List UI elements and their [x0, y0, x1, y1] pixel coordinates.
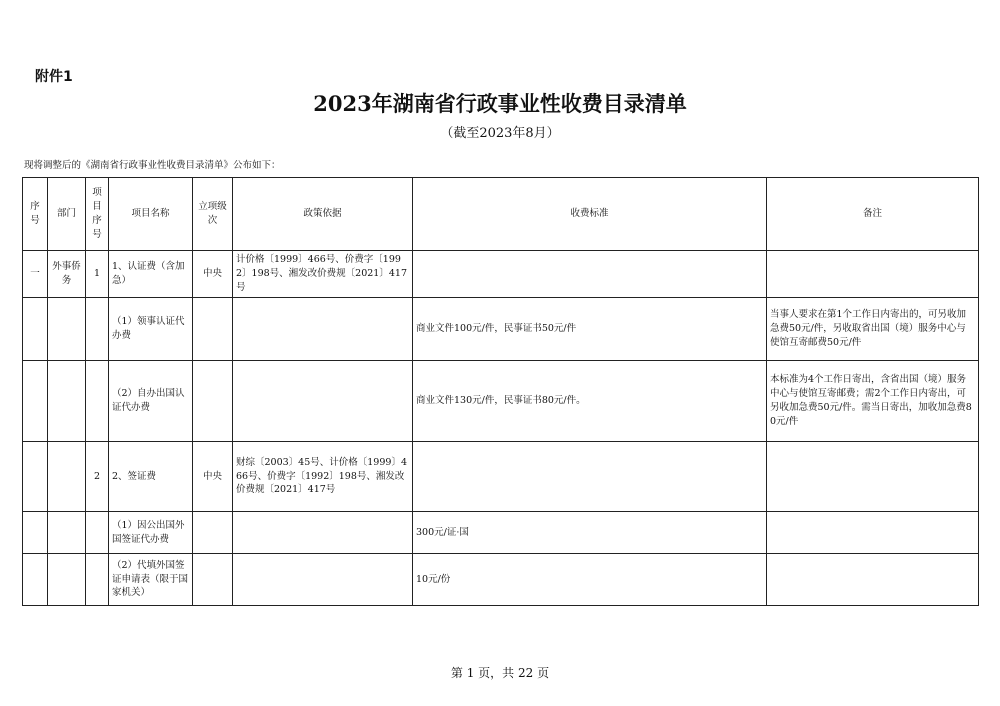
cell-seq [23, 554, 48, 606]
cell-policy [233, 298, 413, 361]
cell-standard: 300元/证·国 [413, 512, 767, 554]
cell-level [193, 298, 233, 361]
cell-dept: 外事侨务 [48, 251, 86, 298]
cell-policy [233, 512, 413, 554]
cell-dept [48, 298, 86, 361]
cell-name: 2、签证费 [109, 442, 193, 512]
cell-level: 中央 [193, 442, 233, 512]
cell-seq [23, 298, 48, 361]
cell-standard: 商业文件100元/件，民事证书50元/件 [413, 298, 767, 361]
cell-seq [23, 512, 48, 554]
cell-seq [23, 442, 48, 512]
fee-table [22, 177, 979, 606]
cell-note [767, 554, 979, 606]
cell-level: 中央 [193, 251, 233, 298]
cell-standard [413, 251, 767, 298]
cell-standard [413, 442, 767, 512]
cell-name: 1、认证费（含加急） [109, 251, 193, 298]
cell-level [193, 512, 233, 554]
cell-level [193, 554, 233, 606]
table-header-row [23, 178, 979, 251]
table-row [23, 251, 979, 298]
cell-item-no [86, 512, 109, 554]
header-seq: 序号 [23, 178, 48, 251]
cell-name: （1）因公出国外国签证代办费 [109, 512, 193, 554]
cell-item-no [86, 554, 109, 606]
header-level: 立项级次 [193, 178, 233, 251]
cell-policy: 计价格〔1999〕466号、价费字〔1992〕198号、湘发改价费规〔2021〕417号 [233, 251, 413, 298]
page-footer: 第 1 页，共 22 页 [450, 666, 550, 680]
cell-policy: 财综〔2003〕45号、计价格〔1999〕466号、价费字〔1992〕198号、湘发改价费规〔2021〕417号 [233, 442, 413, 512]
cell-policy [233, 554, 413, 606]
cell-dept [48, 442, 86, 512]
header-policy: 政策依据 [233, 178, 413, 251]
header-name: 项目名称 [109, 178, 193, 251]
cell-dept [48, 554, 86, 606]
cell-note [767, 251, 979, 298]
cell-note: 当事人要求在第1个工作日内寄出的，可另收加急费50元/件，另收取省出国（境）服务中心与使馆互寄邮费50元/件 [767, 298, 979, 361]
intro-text: 现将调整后的《湖南省行政事业性收费目录清单》公布如下： [24, 160, 281, 171]
table-row [23, 512, 979, 554]
table-row [23, 361, 979, 442]
cell-standard: 10元/份 [413, 554, 767, 606]
cell-note: 本标准为4个工作日寄出，含省出国（境）服务中心与使馆互寄邮费；需2个工作日内寄出，可另收加急费50元/件。需当日寄出，加收加急费80元/件 [767, 361, 979, 442]
cell-item-no: 2 [86, 442, 109, 512]
cell-seq: 一 [23, 251, 48, 298]
table-row [23, 298, 979, 361]
header-item-no: 项目序号 [86, 178, 109, 251]
table-row [23, 554, 979, 606]
page-title: 2023年湖南省行政事业性收费目录清单 [313, 91, 687, 116]
cell-standard: 商业文件130元/件，民事证书80元/件。 [413, 361, 767, 442]
cell-note [767, 442, 979, 512]
page-subtitle: （截至2023年8月） [440, 126, 560, 141]
cell-note [767, 512, 979, 554]
cell-dept [48, 361, 86, 442]
header-note: 备注 [767, 178, 979, 251]
attachment-label: 附件1 [35, 69, 73, 85]
cell-name: （2）代填外国签证申请表（限于国家机关） [109, 554, 193, 606]
cell-item-no [86, 298, 109, 361]
cell-item-no [86, 361, 109, 442]
table-row [23, 442, 979, 512]
cell-level [193, 361, 233, 442]
cell-dept [48, 512, 86, 554]
cell-name: （2）自办出国认证代办费 [109, 361, 193, 442]
cell-policy [233, 361, 413, 442]
cell-name: （1）领事认证代办费 [109, 298, 193, 361]
header-dept: 部门 [48, 178, 86, 251]
cell-item-no: 1 [86, 251, 109, 298]
header-standard: 收费标准 [413, 178, 767, 251]
cell-seq [23, 361, 48, 442]
